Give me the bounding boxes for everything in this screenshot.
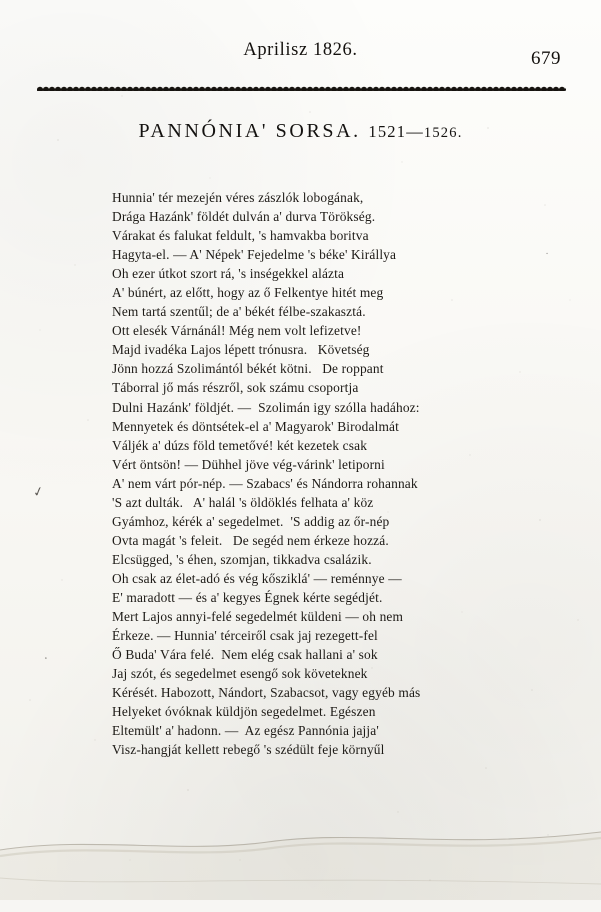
poem-body: [112, 188, 512, 759]
poem-line: Kérését. Habozott, Nándort, Szabacsot, vagy egyéb más: [112, 685, 421, 701]
poem-line: Mennyetek és döntsétek-el a' Magyarok' Birodalmát: [112, 418, 399, 434]
poem-line: Várakat és falukat feldult, 's hamvakba boritva: [112, 228, 369, 244]
poem-line: Drága Hazánk' földét dulván a' durva Törökség.: [112, 209, 376, 225]
poem-line: Ott elesék Várnánál! Még nem volt lefizetve!: [112, 323, 362, 339]
margin-ink-mark: ·: [543, 247, 552, 261]
decorative-rule: [37, 82, 566, 91]
paper-crease: [0, 792, 601, 912]
year-dash: —: [406, 122, 424, 141]
running-title: Aprilisz 1826.: [243, 40, 358, 60]
poem-line: 'S azt dulták. A' halál 's öldöklés felhata a' köz: [112, 494, 374, 510]
poem-line: E' maradott — és a' kegyes Égnek kérte segédjét.: [112, 589, 383, 605]
poem-line: Ő Buda' Vára felé. Nem elég csak hallani a' sok: [112, 647, 378, 663]
year-end: 1526.: [423, 125, 463, 141]
poem-line: Hagyta-el. — A' Népek' Fejedelme 's béke' Királlya: [112, 247, 397, 263]
poem-line: Jaj szót, és segedelmet esengő sok követeknek: [112, 666, 368, 682]
page-header: [0, 40, 601, 74]
poem-title-text: PANNÓNIA' SORSA.: [138, 120, 361, 142]
poem-title-years: [368, 122, 462, 141]
page-title: [0, 120, 601, 143]
poem-line: Nem tartá szentűl; de a' békét félbe-szakasztá.: [112, 304, 366, 320]
poem-line: Oh csak az élet-adó és vég kősziklá' — reménnye —: [112, 570, 402, 586]
margin-ink-mark: ✓: [31, 482, 46, 501]
page-number: 679: [531, 48, 561, 69]
poem-line: Gyámhoz, kérék a' segedelmet. 'S addig az őr-nép: [112, 513, 390, 529]
poem-line: Váljék a' dúzs föld temetővé! két kezetek csak: [112, 437, 368, 453]
poem-line: Eltemült' a' hadonn. — Az egész Pannónia jajja': [112, 723, 379, 739]
poem-line: Visz-hangját kellett rebegő 's szédült feje környűl: [112, 742, 385, 758]
poem-line: Elcsügged, 's éhen, szomjan, tikkadva csalázik.: [112, 551, 372, 567]
poem-line: Helyeket óvóknak küldjön segedelmet. Egészen: [112, 704, 376, 720]
poem-line: Mert Lajos annyi-felé segedelmét küldeni — oh nem: [112, 609, 404, 625]
poem-line: Érkeze. — Hunnia' térceiről csak jaj rezegett-fel: [112, 628, 378, 644]
poem-line: A' nem várt pór-nép. — Szabacs' és Nándorra rohannak: [112, 475, 418, 491]
poem-line: Hunnia' tér mezején véres zászlók lobogának,: [112, 190, 364, 205]
poem-line: Dulni Hazánk' földjét. — Szolimán igy szólla hadához:: [112, 399, 420, 415]
year-start: 1521: [368, 122, 407, 141]
margin-ink-mark: ·: [41, 650, 51, 666]
poem-line: Jönn hozzá Szolimántól békét kötni. De roppant: [112, 361, 384, 377]
poem-line: Oh ezer útkot szort rá, 's inségekkel alázta: [112, 266, 345, 282]
poem-line: Táborral jő más részről, sok számu csoportja: [112, 380, 359, 396]
poem-line: A' búnért, az előtt, hogy az ő Felkentye hitét meg: [112, 285, 384, 301]
poem-line: Vért öntsön! — Dühhel jöve vég-várink' letiporni: [112, 456, 385, 472]
poem-line: Majd ivadéka Lajos lépett trónusra. Követség: [112, 342, 370, 358]
poem-line: Ovta magát 's feleit. De segéd nem érkeze hozzá.: [112, 532, 389, 548]
